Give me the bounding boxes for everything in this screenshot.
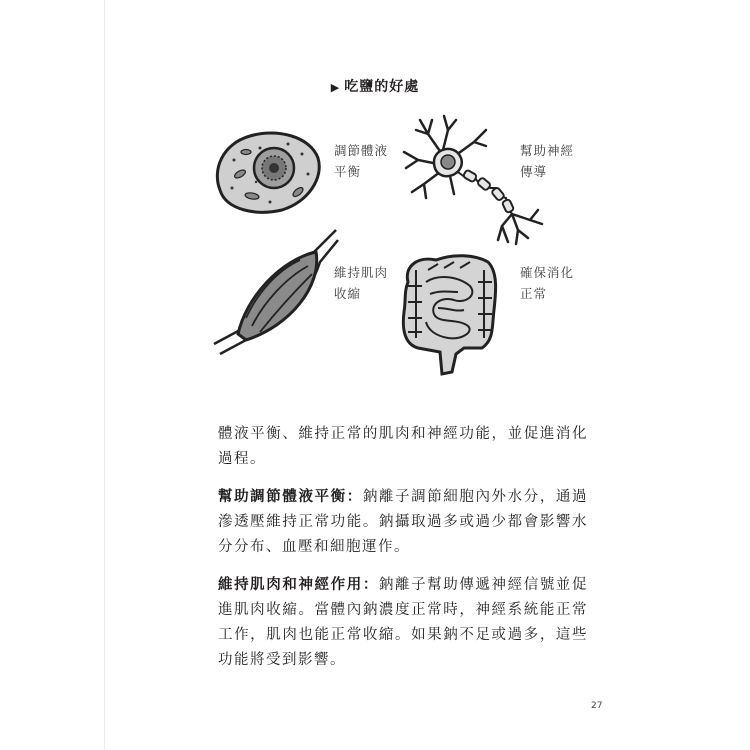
- cell-label-line1: 調節體液: [334, 143, 389, 158]
- page-number: 27: [591, 701, 603, 711]
- intestine-label-line2: 正常: [520, 286, 548, 301]
- paragraph-2: [218, 484, 588, 560]
- figure-title-text: 吃鹽的好處: [344, 79, 420, 95]
- paragraph-3-text: 鈉離子幫助傳遞神經信號並促進肌肉收縮。當體內鈉濃度正常時，神經系統能正常工作，肌肉也能正常收縮。如果鈉不足或過多，這些功能將受到影響。: [218, 577, 589, 668]
- paragraph-1: 體液平衡、維持正常的肌肉和神經功能，並促進消化過程。: [218, 426, 588, 467]
- body-text: [218, 422, 588, 685]
- muscle-label: [334, 262, 388, 304]
- paragraph-3-heading: 維持肌肉和神經作用：: [218, 576, 379, 593]
- cell-label: [334, 140, 388, 182]
- muscle-label-line1: 維持肌肉: [334, 265, 389, 280]
- cell-label-line2: 平衡: [334, 164, 362, 179]
- intestine-label: [520, 262, 574, 304]
- neuron-label-line2: 傳導: [520, 164, 548, 179]
- page-edge: [104, 0, 105, 750]
- intestine-icon: [398, 252, 500, 376]
- paragraph-2-text: 鈉離子調節細胞內外水分，通過滲透壓維持正常功能。鈉攝取過多或過少都會影響水分分布、血壓和細胞運作。: [218, 489, 589, 555]
- neuron-label-line1: 幫助神經: [520, 143, 575, 158]
- triangle-bullet-icon: ▶: [330, 81, 341, 94]
- paragraph-2-heading: 幫助調節體液平衡：: [218, 488, 363, 505]
- paragraph-3: [218, 572, 588, 673]
- intestine-label-line1: 確保消化: [520, 265, 575, 280]
- muscle-label-line2: 收縮: [334, 286, 362, 301]
- muscle-icon: [210, 226, 340, 358]
- figure-title: [0, 76, 750, 96]
- cell-icon: [212, 130, 324, 216]
- neuron-label: [520, 140, 574, 182]
